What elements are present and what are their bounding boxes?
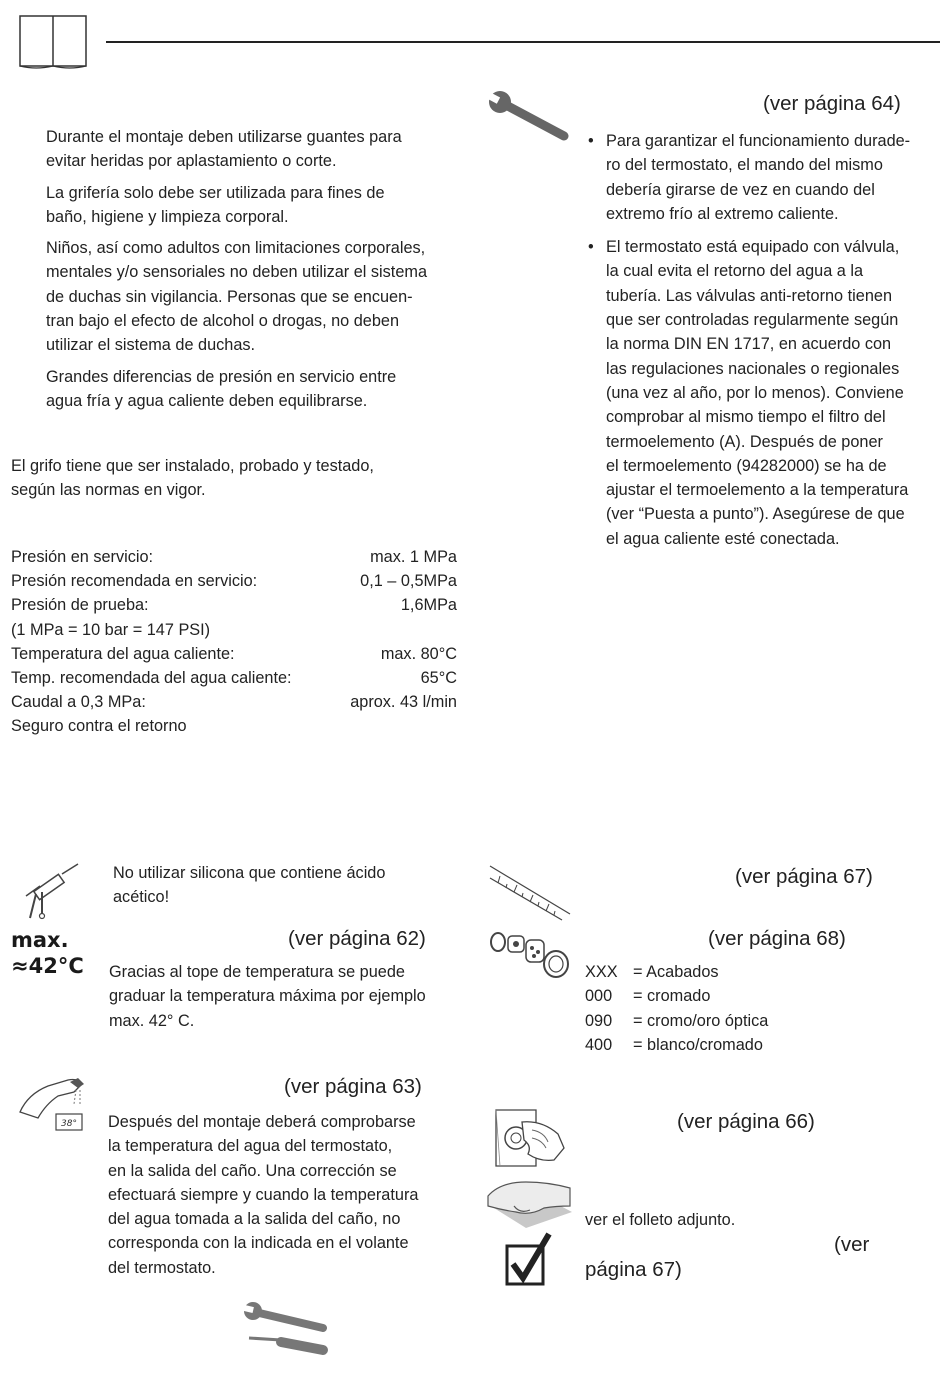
table-row: 000 = cromado	[585, 987, 711, 1006]
temp-limit-reference: (ver página 62)	[288, 927, 426, 950]
header-rule	[106, 41, 940, 43]
finish-codes-table	[585, 960, 768, 1057]
maintenance-reference: (ver página 64)	[763, 92, 901, 115]
ruler-icon	[488, 864, 572, 920]
test-mark-reference-part1: (ver	[834, 1233, 870, 1256]
table-row: (1 MPa = 10 bar = 147 PSI)	[11, 620, 211, 639]
wrench-icon	[486, 92, 570, 144]
checkbox-icon	[505, 1232, 553, 1288]
table-row: Seguro contra el retorno	[11, 717, 187, 736]
table-row: Presión en servicio: max. 1 MPa	[11, 548, 457, 566]
maintenance-bullets	[588, 129, 943, 560]
safety-paragraph: Grandes diferencias de presión en servicio entre agua fría y agua caliente deben equilibrarse.	[46, 367, 397, 410]
list-item: • El termostato está equipado con válvula, la cual evita el retorno del agua a la tubería. Las válvulas anti-retorno tienen que ser controladas regularmente según la norma DIN EN 1717, en acuerdo con las regulaciones nacionales o regionales (una vez al año, por lo menos). Conviene comprobar al mismo tiempo el filtro del termoelemento (A). Después de poner el termoelemento (94282000) se ha de ajustar el termoelemento a la temperatura (ver “Puesta a punto”). Asegúrese de que el agua caliente esté conectada.	[588, 235, 943, 551]
temp-limit-text: Gracias al tope de temperatura se puede graduar la temperatura máxima por ejemplo max. 42° C.	[109, 963, 426, 1030]
cleaning-text: ver el folleto adjunto.	[585, 1211, 736, 1229]
table-row: Presión recomendada en servicio: 0,1 – 0,5MPa	[11, 572, 457, 591]
calibration-text: Después del montaje deberá comprobarse la temperatura del agua del termostato, en la salida del caño. Una corrección se efectuará siempre y cuando la temperatura del agua tomada a la salida del caño, no corresponda con la indicada en el volante del termostato.	[108, 1113, 419, 1277]
safety-paragraph: Niños, así como adultos con limitaciones corporales, mentales y/o sensoriales no deben utilizar el sistema de duchas sin vigilancia. Personas que se encuen- tran bajo el efecto de alcohol o drogas, no deben utilizar el sistema de duchas.	[46, 239, 427, 355]
operation-reference: (ver página 66)	[677, 1110, 815, 1133]
cleaning-hand-icon	[486, 1176, 572, 1230]
table-row: Temp. recomendada del agua caliente: 65°C	[11, 669, 457, 688]
spare-parts-icon	[488, 922, 570, 980]
temp-limit-label: ≈42°C	[11, 954, 84, 978]
table-row: Temperatura del agua caliente: max. 80°C	[11, 644, 457, 663]
spare-parts-reference: (ver página 68)	[708, 927, 846, 950]
installation-text: El grifo tiene que ser instalado, probado y testado, según las normas en vigor.	[11, 457, 374, 500]
safety-paragraph: Durante el montaje deben utilizarse guantes para evitar heridas por aplastamiento o corte.	[46, 128, 402, 171]
table-row: Caudal a 0,3 MPa: aprox. 43 l/min	[11, 693, 457, 712]
open-book-icon	[18, 14, 88, 70]
calibration-reference: (ver página 63)	[284, 1075, 422, 1098]
safety-section	[46, 125, 476, 413]
table-row: Presión de prueba: 1,6MPa	[11, 596, 457, 615]
silicone-gun-icon	[20, 862, 84, 920]
list-item: • Para garantizar el funcionamiento durade- ro del termostato, el mando del mismo debería girarse de vez en cuando del extremo frío al extremo caliente.	[588, 129, 943, 226]
table-row: XXX = Acabados	[585, 963, 719, 981]
max-label: max.	[11, 928, 69, 952]
thermometer-reading: 38°	[61, 1119, 77, 1129]
table-row: 090 = cromo/oro óptica	[585, 1011, 769, 1030]
dimensions-reference: (ver página 67)	[735, 865, 873, 888]
silicone-warning: No utilizar silicona que contiene ácido acético!	[113, 864, 386, 907]
table-row: 400 = blanco/cromado	[585, 1035, 763, 1054]
test-mark-reference-part2: página 67)	[585, 1258, 682, 1281]
technical-data-table	[11, 545, 457, 739]
hand-thermometer-icon	[18, 1074, 86, 1132]
hand-dial-icon	[492, 1108, 566, 1170]
safety-paragraph: La grifería solo debe ser utilizada para fines de baño, higiene y limpieza corporal.	[46, 183, 385, 226]
wrench-screwdriver-icon	[243, 1302, 327, 1358]
